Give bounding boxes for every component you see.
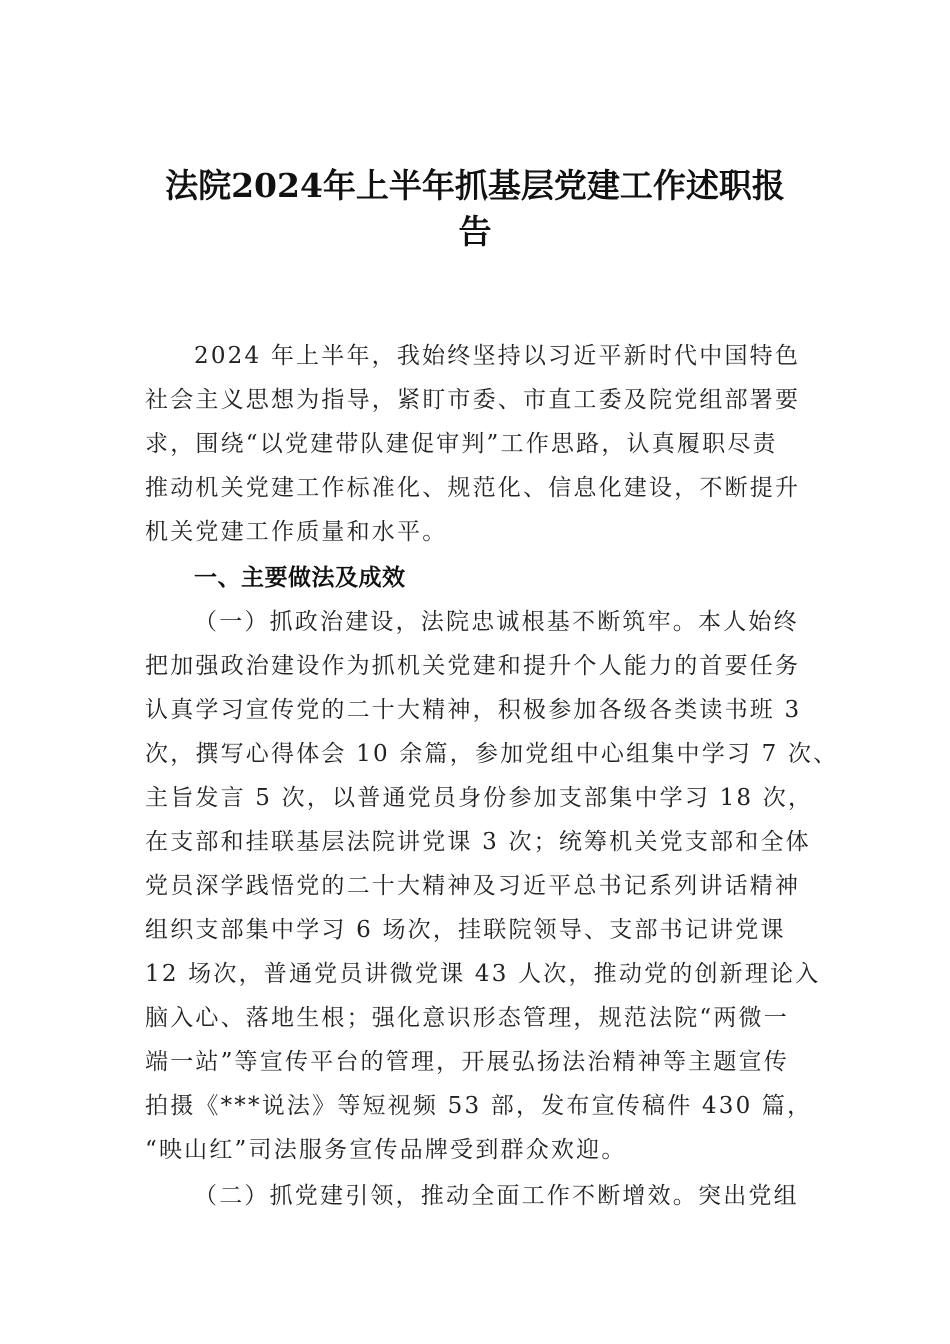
text-line: 社会主义思想为指导，紧盯市委、市直工委及院党组部署要 xyxy=(145,387,801,413)
document-title-line-2: 告 xyxy=(458,212,492,251)
text-line: 组织支部集中学习 6 场次，挂联院领导、支部书记讲党课 xyxy=(145,917,786,943)
document-title-line-1: 法院2024年上半年抓基层党建工作述职报 xyxy=(165,166,785,205)
text-line: 2024 年上半年，我始终坚持以习近平新时代中国特色 xyxy=(194,343,801,369)
text-line: 脑入心、落地生根；强化意识形态管理，规范法院“两微一 xyxy=(145,1005,789,1031)
text-line: 党员深学践悟党的二十大精神及习近平总书记系列讲话精神 xyxy=(145,873,801,899)
text-line: 机关党建工作质量和水平。 xyxy=(145,519,448,545)
text-line: 把加强政治建设作为抓机关党建和提升个人能力的首要任务 xyxy=(145,653,801,679)
subsection-heading-line: （一）抓政治建设，法院忠诚根基不断筑牢。本人始终 xyxy=(194,609,799,635)
text-line: 次，撰写心得体会 10 余篇，参加党组中心组集中学习 7 次、 xyxy=(145,741,839,767)
text-line: 12 场次，普通党员讲微党课 43 人次，推动党的创新理论入 xyxy=(145,961,821,987)
section-heading: 一、主要做法及成效 xyxy=(194,565,406,591)
text-line: “映山红”司法服务宣传品牌受到群众欢迎。 xyxy=(145,1137,627,1163)
text-line: 在支部和挂联基层法院讲党课 3 次；统筹机关党支部和全体 xyxy=(145,829,811,855)
text-line: 端一站”等宣传平台的管理，开展弘扬法治精神等主题宣传 xyxy=(145,1049,789,1075)
text-line: 推动机关党建工作标准化、规范化、信息化建设，不断提升 xyxy=(145,475,801,501)
text-line: 拍摄《***说法》等短视频 53 部，发布宣传稿件 430 篇， xyxy=(145,1093,813,1119)
subsection-heading-line: （二）抓党建引领，推动全面工作不断增效。突出党组 xyxy=(194,1183,799,1209)
text-line: 主旨发言 5 次，以普通党员身份参加支部集中学习 18 次， xyxy=(145,785,814,811)
text-line: 认真学习宣传党的二十大精神，积极参加各级各类读书班 3 xyxy=(145,697,802,723)
text-line: 求，围绕“以党建带队建促审判”工作思路，认真履职尽责 xyxy=(145,431,778,457)
